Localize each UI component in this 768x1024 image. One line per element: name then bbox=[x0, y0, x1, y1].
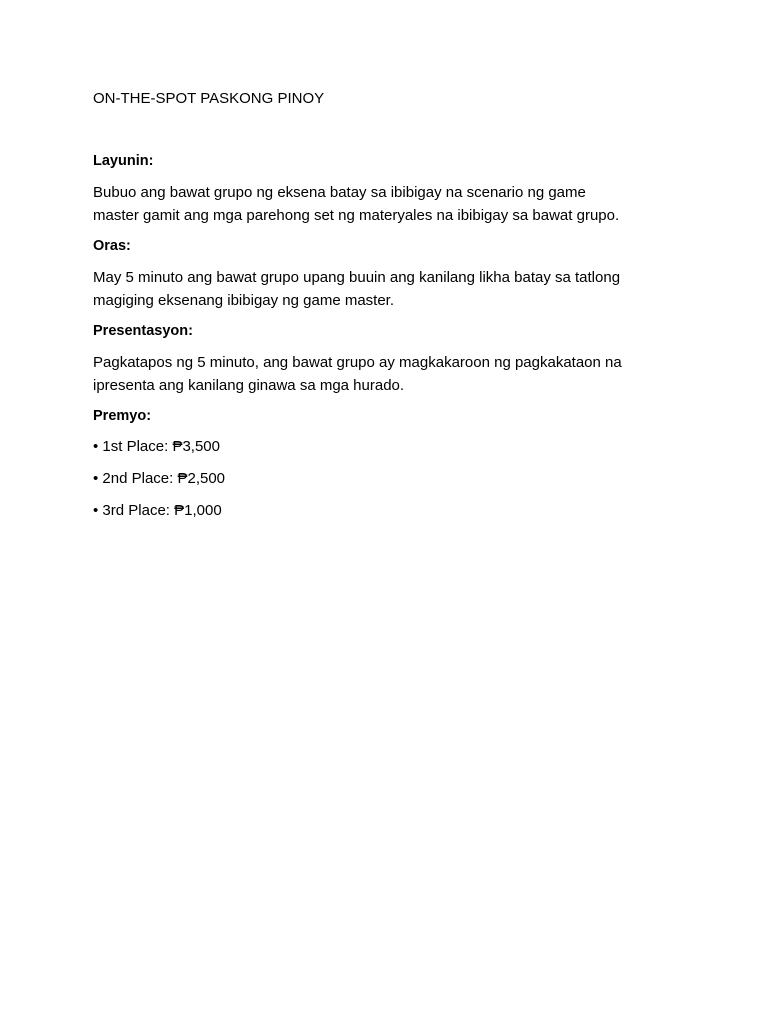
prize-list bbox=[93, 436, 693, 522]
oras-heading: Oras: bbox=[93, 238, 131, 254]
oras-paragraph bbox=[93, 266, 693, 312]
presentasyon-paragraph bbox=[93, 351, 693, 397]
layunin-line-1: Bubuo ang bawat grupo ng eksena batay sa ibibigay na scenario ng game bbox=[93, 184, 586, 201]
prize-item-first: • 1st Place: ₱3,500 bbox=[93, 438, 220, 455]
oras-line-2: magiging eksenang ibibigay ng game master. bbox=[93, 292, 395, 309]
presentasyon-line-1: Pagkatapos ng 5 minuto, ang bawat grupo ay magkakaroon ng pagkakataon na bbox=[93, 354, 622, 371]
layunin-paragraph bbox=[93, 181, 693, 227]
presentasyon-heading: Presentasyon: bbox=[93, 323, 193, 339]
document-page bbox=[93, 89, 693, 532]
document-title: ON-THE-SPOT PASKONG PINOY bbox=[93, 90, 325, 107]
layunin-heading: Layunin: bbox=[93, 153, 154, 169]
oras-line-1: May 5 minuto ang bawat grupo upang buuin ang kanilang likha batay sa tatlong bbox=[93, 269, 621, 286]
premyo-heading: Premyo: bbox=[93, 408, 152, 424]
layunin-line-2: master gamit ang mga parehong set ng materyales na ibibigay sa bawat grupo. bbox=[93, 207, 620, 224]
prize-item-second: • 2nd Place: ₱2,500 bbox=[93, 470, 226, 487]
prize-item-third: • 3rd Place: ₱1,000 bbox=[93, 502, 222, 519]
presentasyon-line-2: ipresenta ang kanilang ginawa sa mga hurado. bbox=[93, 377, 405, 394]
